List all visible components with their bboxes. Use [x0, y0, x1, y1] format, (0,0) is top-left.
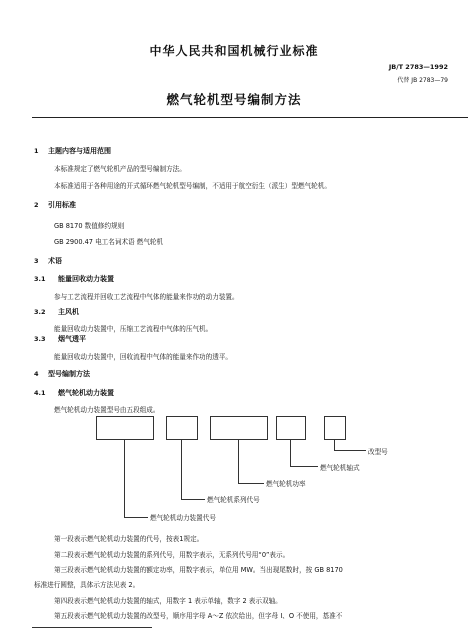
leader-series-vertical	[181, 440, 182, 499]
section-1-number: 1	[34, 147, 39, 155]
leader-unit-vertical	[124, 440, 125, 517]
leader-unit-horizontal	[124, 517, 148, 518]
leader-modify-horizontal	[334, 450, 366, 451]
section-4-number: 4	[34, 370, 39, 378]
document-title: 燃气轮机型号编制方法	[166, 92, 302, 107]
section-2-heading: 引用标准	[48, 201, 76, 209]
clause-paragraph-5: 第五段表示燃气轮机动力装置的改型号，顺序用字母 A～Z 依次给出，但字母 I、O 不使用，基准不	[54, 612, 343, 620]
segment-shaft-box	[276, 416, 306, 440]
term-3-2-heading: 主风机	[58, 308, 79, 316]
leader-power-vertical	[238, 440, 239, 483]
segment-series-code-box	[166, 416, 198, 440]
section-3-number: 3	[34, 257, 39, 265]
footer-divider	[32, 627, 152, 628]
label-unit-code: 燃气轮机动力装置代号	[150, 514, 216, 522]
reference-gb2900: GB 2900.47 电工名词术语 燃气轮机	[54, 238, 164, 246]
clause-4-1-intro: 燃气轮机动力装置型号由五段组成。	[54, 406, 160, 414]
leader-power-horizontal	[238, 483, 264, 484]
section-1-paragraph-1: 本标准规定了燃气轮机产品的型号编制方法。	[54, 165, 186, 173]
label-power: 燃气轮机功率	[266, 480, 306, 488]
clause-paragraph-3-continued: 标准进行圆整，具体示方法见表 2。	[34, 581, 140, 589]
label-shaft-type: 燃气轮机轴式	[320, 464, 360, 472]
clause-4-1-heading: 燃气轮机动力装置	[58, 389, 114, 397]
clause-paragraph-1: 第一段表示燃气轮机动力装置的代号，按表1规定。	[54, 535, 204, 543]
term-3-3-heading: 烟气透平	[58, 335, 86, 343]
term-3-1-definition: 参与工艺流程并回收工艺流程中气体的能量来作功的动力装置。	[54, 293, 239, 301]
section-2-number: 2	[34, 201, 39, 209]
segment-unit-code-box	[96, 416, 154, 440]
leader-shaft-horizontal	[290, 466, 318, 467]
term-3-1-heading: 能量回收动力装置	[58, 275, 114, 283]
section-1-paragraph-2: 本标准适用于各种用途的开式循环燃气轮机型号编制，不适用于航空衍生（派生）型燃气轮机。	[54, 182, 331, 190]
reference-gb8170: GB 8170 数值修约规则	[54, 222, 125, 230]
clause-paragraph-3: 第三段表示燃气轮机动力装置的额定功率，用数字表示，单位用 MW。当出现尾数时，按 GB 8170	[54, 566, 343, 574]
leader-series-horizontal	[181, 499, 205, 500]
term-3-2-definition: 能量回收动力装置中，压缩工艺流程中气体的压气机。	[54, 325, 213, 333]
clause-4-1-number: 4.1	[34, 389, 46, 397]
standard-header-title: 中华人民共和国机械行业标准	[149, 44, 319, 58]
section-3-heading: 术语	[48, 257, 62, 265]
clause-paragraph-4: 第四段表示燃气轮机动力装置的轴式，用数字 1 表示单轴，数字 2 表示双轴。	[54, 597, 282, 605]
clause-paragraph-2: 第二段表示燃气轮机动力装置的系列代号，用数字表示，无系列代号用“0”表示。	[54, 551, 290, 559]
standard-number: JB/T 2783—1992	[388, 63, 448, 71]
replaced-standard: 代替 JB 2783—79	[397, 77, 448, 84]
section-4-heading: 型号编制方法	[48, 370, 90, 378]
segment-power-box	[210, 416, 268, 440]
leader-shaft-vertical	[290, 440, 291, 466]
term-3-3-number: 3.3	[34, 335, 46, 343]
leader-modify-vertical	[334, 440, 335, 450]
term-3-3-definition: 能量回收动力装置中，回收流程中气体的能量来作功的透平。	[54, 353, 233, 361]
term-3-1-number: 3.1	[34, 275, 46, 283]
segment-modify-box	[324, 416, 346, 440]
header-divider	[32, 117, 468, 118]
label-series-code: 燃气轮机系列代号	[207, 496, 260, 504]
section-1-heading: 主题内容与适用范围	[48, 147, 111, 155]
label-modify-number: 改型号	[368, 448, 388, 456]
term-3-2-number: 3.2	[34, 308, 46, 316]
